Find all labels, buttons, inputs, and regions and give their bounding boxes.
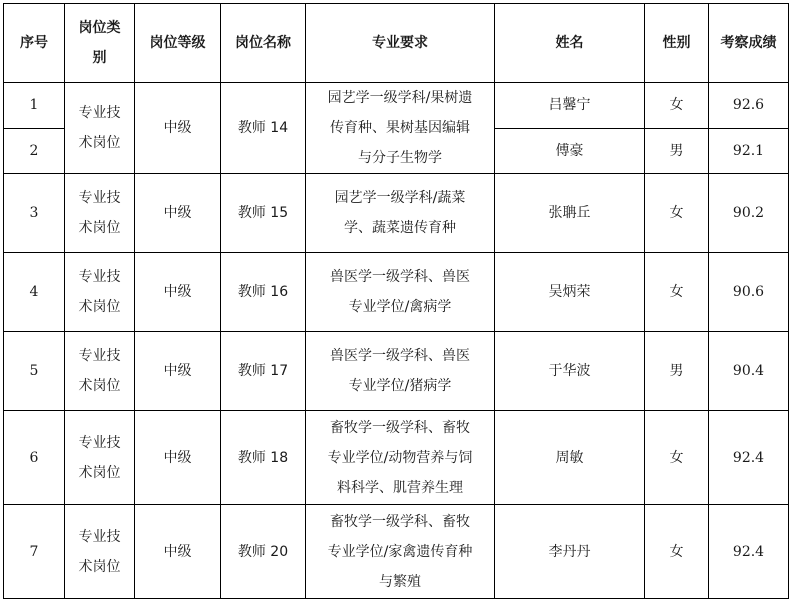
cell-name: 李丹丹 xyxy=(495,505,645,599)
table-row xyxy=(4,332,789,411)
cell-score: 90.4 xyxy=(709,332,789,411)
cell-position-level: 中级 xyxy=(135,83,221,174)
cell-position-level: 中级 xyxy=(135,411,221,505)
header-requirement: 专业要求 xyxy=(306,4,495,83)
cell-requirement xyxy=(306,253,495,332)
header-gender: 性别 xyxy=(645,4,709,83)
cell-name: 吕馨宁 xyxy=(495,83,645,129)
cell-index: 1 xyxy=(4,83,65,129)
table-row xyxy=(4,253,789,332)
cell-position-type xyxy=(65,174,135,253)
table-row xyxy=(4,411,789,505)
position-type-text: 专业技术岗位 xyxy=(78,105,121,151)
cell-score: 92.4 xyxy=(709,411,789,505)
results-table xyxy=(3,3,789,599)
position-type-text: 专业技术岗位 xyxy=(78,348,121,394)
cell-name: 于华波 xyxy=(495,332,645,411)
cell-gender: 男 xyxy=(645,128,709,174)
header-name: 姓名 xyxy=(495,4,645,83)
cell-position-type xyxy=(65,411,135,505)
header-position-type xyxy=(65,4,135,83)
cell-gender: 女 xyxy=(645,411,709,505)
cell-position-name: 教师 16 xyxy=(221,253,306,332)
header-score: 考察成绩 xyxy=(709,4,789,83)
cell-name: 吴炳荣 xyxy=(495,253,645,332)
cell-requirement xyxy=(306,332,495,411)
requirement-text: 兽医学一级学科、兽医专业学位/猪病学 xyxy=(330,348,470,394)
requirement-text: 园艺学一级学科/蔬菜学、蔬菜遗传育种 xyxy=(334,190,466,236)
cell-index: 4 xyxy=(4,253,65,332)
requirement-text: 园艺学一级学科/果树遗传育种、果树基因编辑与分子生物学 xyxy=(327,90,473,166)
cell-index: 5 xyxy=(4,332,65,411)
cell-position-name: 教师 14 xyxy=(221,83,306,174)
cell-gender: 女 xyxy=(645,505,709,599)
header-row xyxy=(4,4,789,83)
cell-index: 6 xyxy=(4,411,65,505)
position-type-text: 专业技术岗位 xyxy=(78,190,121,236)
cell-name: 傅豪 xyxy=(495,128,645,174)
header-position-name: 岗位名称 xyxy=(221,4,306,83)
cell-score: 90.6 xyxy=(709,253,789,332)
cell-position-type xyxy=(65,332,135,411)
header-index: 序号 xyxy=(4,4,65,83)
header-position-type-text: 岗位类别 xyxy=(78,20,121,66)
cell-position-level: 中级 xyxy=(135,332,221,411)
cell-position-name: 教师 20 xyxy=(221,505,306,599)
position-type-text: 专业技术岗位 xyxy=(78,269,121,315)
cell-requirement xyxy=(306,174,495,253)
table-row xyxy=(4,174,789,253)
cell-position-type xyxy=(65,505,135,599)
requirement-text: 兽医学一级学科、兽医专业学位/禽病学 xyxy=(330,269,470,315)
cell-name: 张聃丘 xyxy=(495,174,645,253)
table-row xyxy=(4,83,789,129)
cell-requirement xyxy=(306,411,495,505)
requirement-text: 畜牧学一级学科、畜牧专业学位/家禽遗传育种与繁殖 xyxy=(327,513,473,590)
header-position-level: 岗位等级 xyxy=(135,4,221,83)
cell-index: 3 xyxy=(4,174,65,253)
cell-gender: 女 xyxy=(645,83,709,129)
cell-position-level: 中级 xyxy=(135,505,221,599)
cell-position-name: 教师 17 xyxy=(221,332,306,411)
cell-gender: 女 xyxy=(645,174,709,253)
cell-score: 92.4 xyxy=(709,505,789,599)
cell-gender: 男 xyxy=(645,332,709,411)
cell-position-name: 教师 15 xyxy=(221,174,306,253)
cell-score: 92.1 xyxy=(709,128,789,174)
cell-requirement xyxy=(306,83,495,174)
cell-position-level: 中级 xyxy=(135,253,221,332)
cell-index: 7 xyxy=(4,505,65,599)
position-type-text: 专业技术岗位 xyxy=(78,434,121,481)
cell-position-level: 中级 xyxy=(135,174,221,253)
cell-score: 92.6 xyxy=(709,83,789,129)
cell-gender: 女 xyxy=(645,253,709,332)
cell-score: 90.2 xyxy=(709,174,789,253)
table-row xyxy=(4,505,789,599)
cell-index: 2 xyxy=(4,128,65,174)
cell-name: 周敏 xyxy=(495,411,645,505)
requirement-text: 畜牧学一级学科、畜牧专业学位/动物营养与饲料科学、肌营养生理 xyxy=(327,419,473,496)
cell-position-name: 教师 18 xyxy=(221,411,306,505)
cell-position-type xyxy=(65,253,135,332)
cell-requirement xyxy=(306,505,495,599)
cell-position-type xyxy=(65,83,135,174)
position-type-text: 专业技术岗位 xyxy=(78,528,121,575)
